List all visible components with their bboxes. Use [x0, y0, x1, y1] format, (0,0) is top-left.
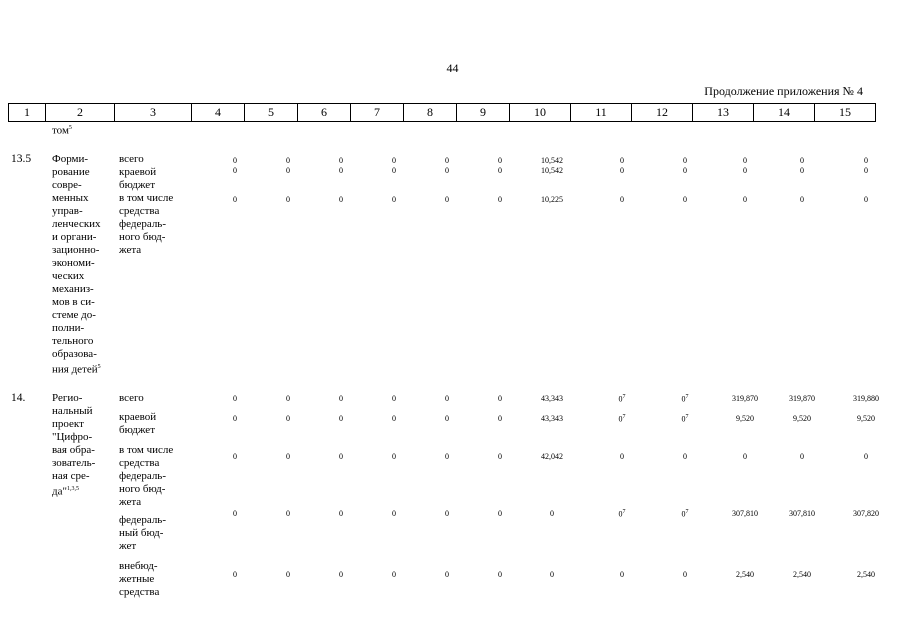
value-cell: 0 — [864, 195, 868, 204]
value-cell: 0 — [233, 570, 237, 579]
value-cell: 43,343 — [541, 394, 563, 403]
value-cell: 0 — [392, 414, 396, 423]
line-label: всего — [119, 153, 144, 165]
value-cell: 0 — [800, 452, 804, 461]
header-col-14: 14 — [754, 104, 815, 122]
header-col-10: 10 — [510, 104, 571, 122]
value-cell: 0 — [286, 414, 290, 423]
value-cell: 0 — [800, 166, 804, 175]
value-cell: 9,520 — [736, 414, 754, 423]
value-cell: 2,540 — [736, 570, 754, 579]
line-label: краевой бюджет — [119, 411, 157, 436]
header-col-12: 12 — [632, 104, 693, 122]
value-cell: 0 — [286, 394, 290, 403]
value-cell: 0 — [800, 195, 804, 204]
value-cell: 0 — [339, 166, 343, 175]
value-cell: 0 — [286, 452, 290, 461]
value-cell: 0 — [864, 156, 868, 165]
value-cell: 0 — [743, 452, 747, 461]
header-col-15: 15 — [815, 104, 876, 122]
value-cell: 0 — [620, 166, 624, 175]
header-col-11: 11 — [571, 104, 632, 122]
header-col-7: 7 — [351, 104, 404, 122]
line-label: краевой бюджет — [119, 166, 157, 191]
value-cell: 0 — [339, 156, 343, 165]
value-cell: 0 — [620, 452, 624, 461]
header-col-4: 4 — [192, 104, 245, 122]
row-name-footnote: 5 — [97, 364, 101, 370]
value-cell: 0 — [498, 570, 502, 579]
value-cell: 0 — [233, 394, 237, 403]
line-label: федераль- ный бюд- жет — [119, 514, 166, 552]
value-cell: 42,042 — [541, 452, 563, 461]
value-cell: 0 — [498, 195, 502, 204]
value-cell: 0 — [445, 452, 449, 461]
value-cell: 0 — [286, 195, 290, 204]
row-name-text: Форми- рование совре- менных управ- ленческих и органи- зационно- экономи- ческих механиз- мов в си- стеме до- полни- тельного образова- ния детей — [52, 153, 101, 376]
header-col-3: 3 — [115, 104, 192, 122]
value-cell: 0 — [339, 570, 343, 579]
value-cell: 0 — [498, 156, 502, 165]
column-header-row — [8, 103, 876, 122]
value-cell: 0 — [233, 166, 237, 175]
value-cell: $0^7$ — [618, 414, 626, 424]
value-cell: $0^7$ — [618, 509, 626, 519]
row-number-14: 14. — [11, 392, 26, 404]
value-cell: 0 — [233, 509, 237, 518]
value-footnote: 7 — [685, 509, 689, 515]
value-cell: 0 — [498, 166, 502, 175]
value-cell: 0 — [286, 509, 290, 518]
value-cell: 319,870 — [789, 394, 815, 403]
value-cell: 0 — [392, 452, 396, 461]
value-footnote: 7 — [622, 509, 626, 515]
value-cell: 0 — [498, 394, 502, 403]
value-cell: 0 — [620, 195, 624, 204]
value-cell: 0 — [339, 452, 343, 461]
value-cell: 0 — [550, 570, 554, 579]
value-cell: 0 — [498, 452, 502, 461]
value-cell: 2,540 — [793, 570, 811, 579]
header-col-9: 9 — [457, 104, 510, 122]
row-name-14 — [52, 392, 95, 499]
value-cell: 307,810 — [732, 509, 758, 518]
value-cell: 0 — [620, 570, 624, 579]
value-cell: 10,542 — [541, 156, 563, 165]
value-cell: 307,810 — [789, 509, 815, 518]
value-cell: 0 — [233, 195, 237, 204]
value-cell: 10,542 — [541, 166, 563, 175]
value-cell: 0 — [392, 195, 396, 204]
value-cell: 0 — [743, 195, 747, 204]
value-footnote: 7 — [622, 414, 626, 420]
header-col-13: 13 — [693, 104, 754, 122]
value-cell: 0 — [233, 452, 237, 461]
value-cell: $0^7$ — [681, 509, 689, 519]
value-cell: 0 — [445, 394, 449, 403]
row-name-13-5 — [52, 153, 101, 377]
value-cell: 0 — [392, 509, 396, 518]
row-name-text: Регио- нальный проект "Цифро- вая обра- зователь- ная сре- да" — [52, 392, 96, 498]
value-footnote: 7 — [685, 394, 689, 400]
value-cell: $0^7$ — [681, 394, 689, 404]
value-cell: 0 — [620, 156, 624, 165]
value-cell: 0 — [392, 394, 396, 403]
value-cell: 0 — [683, 452, 687, 461]
value-cell: $0^7$ — [681, 414, 689, 424]
value-cell: 10,225 — [541, 195, 563, 204]
page-number: 44 — [446, 61, 459, 75]
value-cell: 0 — [498, 414, 502, 423]
value-cell: 9,520 — [857, 414, 875, 423]
header-col-1: 1 — [9, 104, 46, 122]
value-cell: 307,820 — [853, 509, 879, 518]
line-label: всего — [119, 392, 144, 404]
value-cell: 0 — [286, 570, 290, 579]
header-col-5: 5 — [245, 104, 298, 122]
value-cell: 0 — [339, 394, 343, 403]
value-cell: 0 — [392, 570, 396, 579]
header-col-2: 2 — [46, 104, 115, 122]
value-cell: 2,540 — [857, 570, 875, 579]
value-cell: 0 — [445, 195, 449, 204]
value-cell: 0 — [233, 414, 237, 423]
value-cell: 0 — [392, 166, 396, 175]
value-cell: 0 — [743, 166, 747, 175]
value-cell: 0 — [864, 452, 868, 461]
value-cell: 0 — [339, 195, 343, 204]
value-cell: 0 — [233, 156, 237, 165]
value-footnote: 7 — [685, 414, 689, 420]
line-label: в том числе средства федераль- ного бюд- жета — [119, 444, 174, 508]
value-cell: 0 — [498, 509, 502, 518]
value-cell: 0 — [445, 156, 449, 165]
value-cell: 0 — [445, 414, 449, 423]
value-cell: 0 — [800, 156, 804, 165]
value-cell: 0 — [683, 570, 687, 579]
value-cell: 0 — [445, 570, 449, 579]
value-cell: 319,880 — [853, 394, 879, 403]
value-cell: 319,870 — [732, 394, 758, 403]
carryover-text — [52, 122, 72, 138]
value-cell: 0 — [683, 195, 687, 204]
value-cell: 9,520 — [793, 414, 811, 423]
value-cell: 0 — [339, 509, 343, 518]
header-col-6: 6 — [298, 104, 351, 122]
value-cell: 0 — [445, 509, 449, 518]
value-cell: 0 — [339, 414, 343, 423]
carryover-word: том — [52, 124, 69, 137]
value-cell: 0 — [286, 156, 290, 165]
line-label: внебюд- жетные средства — [119, 560, 160, 598]
value-cell: $0^7$ — [618, 394, 626, 404]
row-number-13-5: 13.5 — [11, 153, 32, 165]
value-cell: 0 — [683, 166, 687, 175]
value-cell: 0 — [743, 156, 747, 165]
continuation-note: Продолжение приложения № 4 — [704, 84, 863, 98]
value-cell: 0 — [286, 166, 290, 175]
carryover-footnote: 5 — [68, 125, 72, 131]
value-cell: 0 — [445, 166, 449, 175]
value-cell: 0 — [683, 156, 687, 165]
value-cell: 0 — [864, 166, 868, 175]
value-cell: 0 — [550, 509, 554, 518]
value-cell: 43,343 — [541, 414, 563, 423]
line-label: в том числе средства федераль- ного бюд- жета — [119, 192, 174, 256]
value-cell: 0 — [392, 156, 396, 165]
row-name-footnote: 1,3,5 — [66, 486, 79, 492]
value-footnote: 7 — [622, 394, 626, 400]
header-col-8: 8 — [404, 104, 457, 122]
